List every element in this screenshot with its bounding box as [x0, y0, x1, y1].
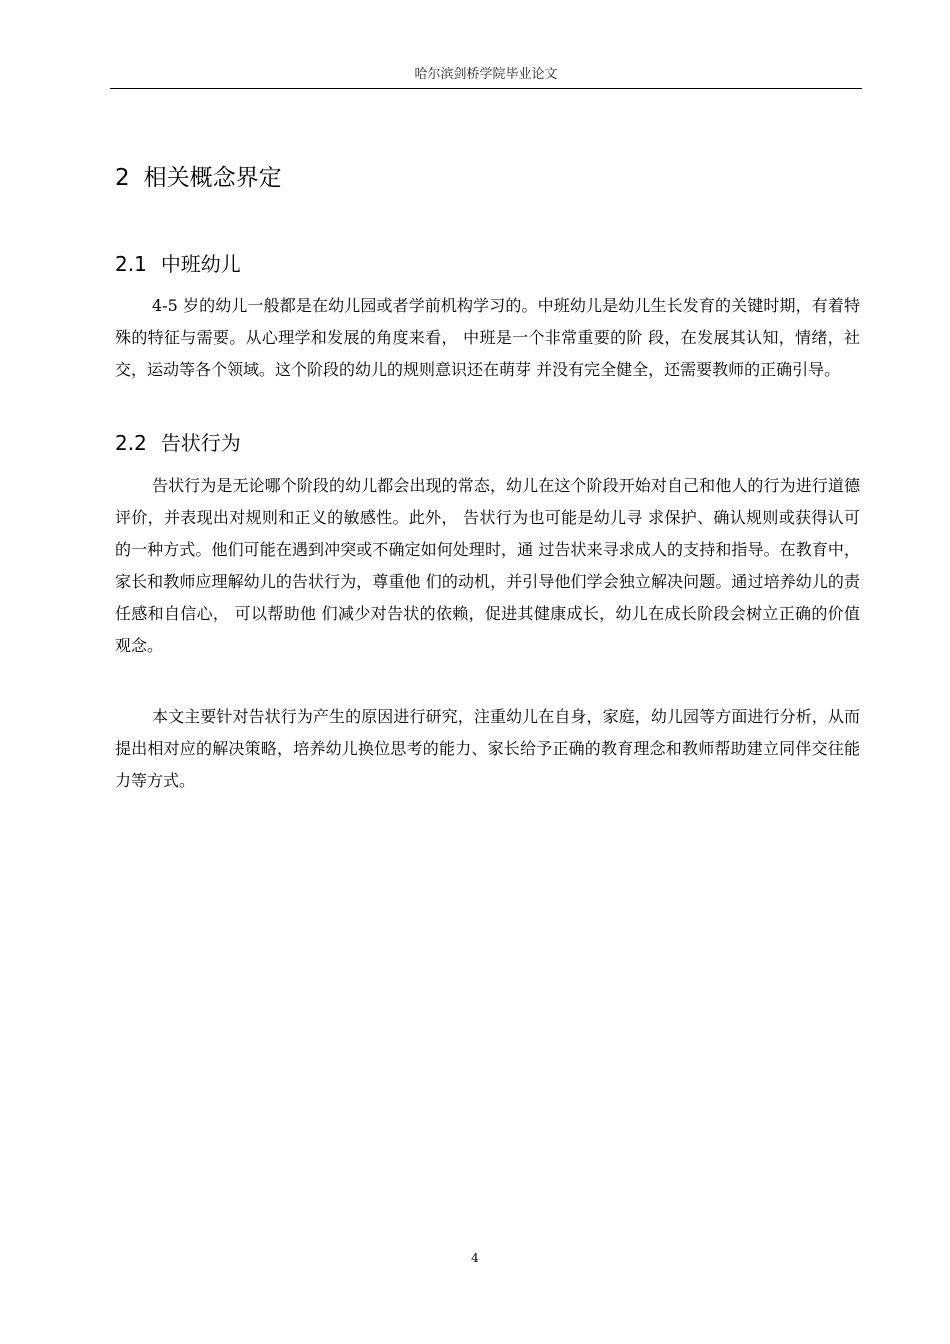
section-title-text: 告状行为 — [160, 431, 241, 455]
section-title-text: 中班幼儿 — [160, 252, 241, 276]
chapter-number: 2 — [115, 165, 130, 191]
paragraph-middle-class-children: 4-5 岁的幼儿一般都是在幼儿园或者学前机构学习的。中班幼儿是幼儿生长发育的关键时期，有着特殊的特征与需要。从心理学和发展的角度来看， 中班是一个非常重要的阶 段，在发展其认知，情绪，社交，运动等各个领域。这个阶段的幼儿的规则意识还在萌芽 并没有完全健全，还需要教师的正确引导。 — [115, 296, 860, 379]
section-number: 2.1 — [115, 252, 147, 276]
section-title-2-1 — [115, 248, 241, 280]
header-rule — [110, 88, 862, 89]
section-number: 2.2 — [115, 431, 147, 455]
section-title-2-2 — [115, 427, 241, 459]
page-number: 4 — [471, 1251, 479, 1265]
chapter-title — [115, 160, 282, 196]
page-header: 哈尔滨剑桥学院毕业论文 — [414, 67, 558, 82]
paragraph-research-scope: 本文主要针对告状行为产生的原因进行研究，注重幼儿在自身，家庭，幼儿园等方面进行分析，从而提出相对应的解决策略，培养幼儿换位思考的能力、家长给予正确的教育理念和教师帮助建立同伴交往能力等方式。 — [115, 707, 860, 790]
paragraph-tattling-behavior: 告状行为是无论哪个阶段的幼儿都会出现的常态，幼儿在这个阶段开始对自己和他人的行为进行道德评价，并表现出对规则和正义的敏感性。此外， 告状行为也可能是幼儿寻 求保护、确认规则或获得认可的一种方式。他们可能在遇到冲突或不确定如何处理时，通 过告状来寻求成人的支持和指导。在教育中， 家长和教师应理解幼儿的告状行为，尊重他 们的动机，并引导他们学会独立解决问题。通过培养幼儿的责任感和自信心， 可以帮助他 们减少对告状的依赖，促进其健康成长，幼儿在成长阶段会树立正确的价值观念。 — [115, 476, 860, 655]
chapter-title-text: 相关概念界定 — [143, 165, 282, 191]
